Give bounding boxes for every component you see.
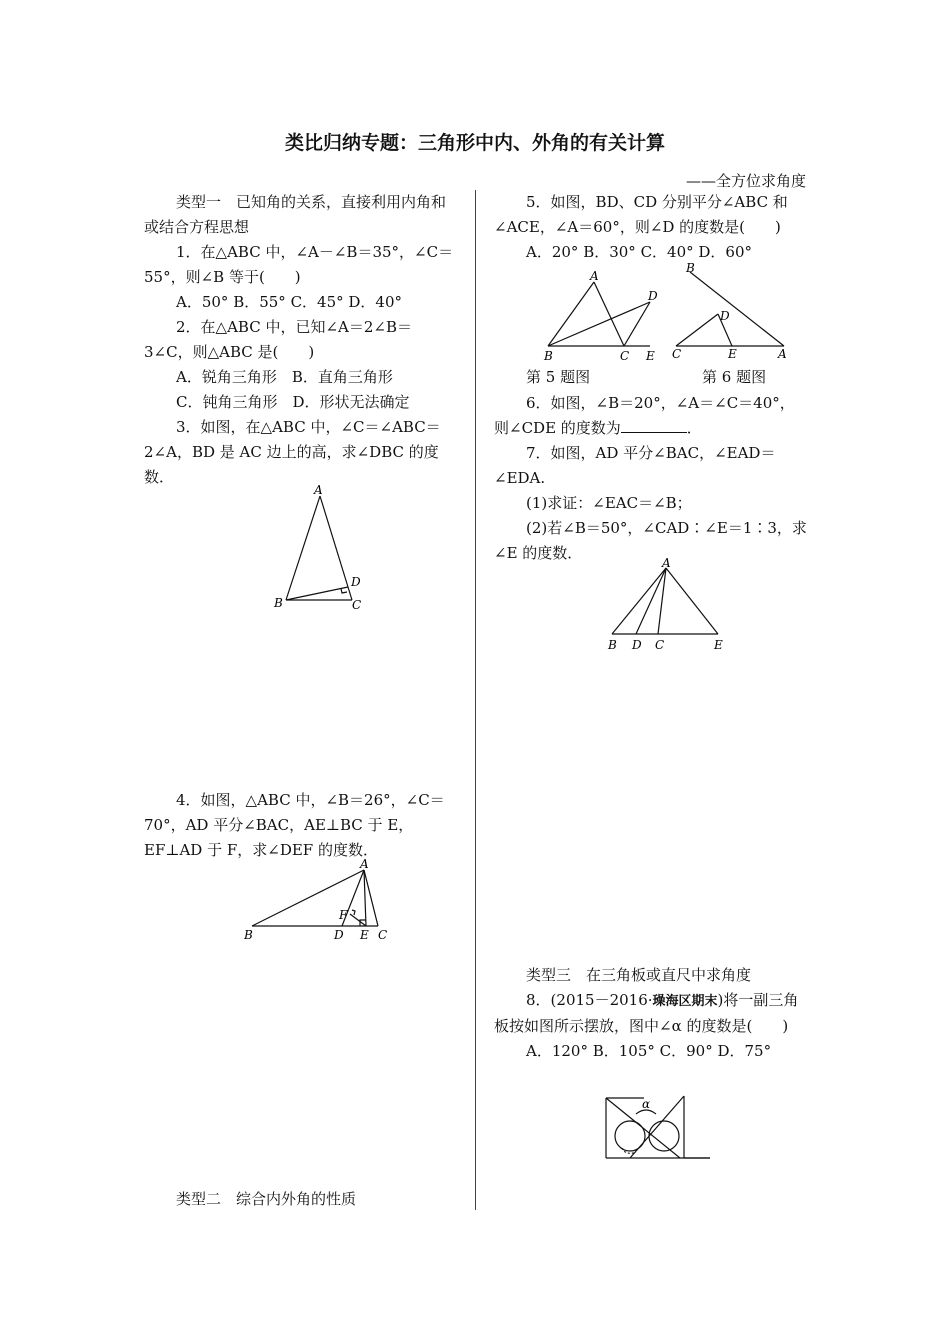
question-7-part1: (1)求证：∠EAC＝∠B； bbox=[526, 494, 692, 512]
fig7-label-e: E bbox=[714, 638, 723, 652]
question-2-options-row2: C．钝角三角形 D．形状无法确定 bbox=[176, 393, 410, 411]
fig3-right-angle-mark bbox=[341, 589, 347, 594]
fig6-label-d: D bbox=[720, 309, 730, 323]
fig3-side-ac bbox=[320, 496, 352, 600]
caption-fig6: 第 6 题图 bbox=[702, 368, 767, 386]
figure-q4 bbox=[238, 856, 398, 950]
right-column-q6-q7 bbox=[494, 391, 808, 566]
left-column-top bbox=[144, 190, 460, 490]
fig5-label-d: D bbox=[648, 289, 658, 303]
fig7-label-a: A bbox=[662, 556, 671, 570]
fig4-right-angle-mark-f bbox=[352, 910, 355, 915]
fig6-label-a: A bbox=[778, 347, 787, 361]
figure-q7 bbox=[600, 556, 736, 660]
page-subtitle: ——全方位求角度 bbox=[685, 172, 806, 190]
fig3-label-a: A bbox=[314, 483, 323, 497]
type1-heading: 类型一 已知角的关系，直接利用内角和或结合方程思想 bbox=[144, 193, 447, 236]
question-7-part2: (2)若∠B＝50°，∠CAD∶∠E＝1∶3，求∠E 的度数． bbox=[494, 519, 807, 562]
question-6-text: 6．如图，∠B＝20°，∠A＝∠C＝40°，则∠CDE 的度数为 bbox=[494, 394, 795, 437]
caption-fig5: 第 5 题图 bbox=[526, 368, 591, 386]
question-4: 4．如图，△ABC 中，∠B＝26°，∠C＝70°，AD 平分∠BAC，AE⊥BC 于 E，EF⊥AD 于 F，求∠DEF 的度数． bbox=[144, 791, 445, 859]
column-divider bbox=[475, 190, 476, 1210]
figure-q3 bbox=[262, 482, 372, 618]
question-5-options: A．20° B．30° C．40° D．60° bbox=[526, 243, 753, 261]
question-1: 1．在△ABC 中，∠A－∠B＝35°，∠C＝55°，则∠B 等于( ) bbox=[144, 243, 454, 286]
question-6 bbox=[494, 391, 808, 441]
fig5-label-b: B bbox=[544, 349, 553, 363]
fig4-label-c: C bbox=[378, 928, 388, 942]
question-7: 7．如图，AD 平分∠BAC，∠EAD＝∠EDA. bbox=[494, 444, 776, 487]
fig7-label-d: D bbox=[632, 638, 642, 652]
fig6-label-c: C bbox=[672, 347, 682, 361]
question-8-source: 璪海区期末 bbox=[652, 994, 718, 1009]
fig7-side-ae bbox=[666, 568, 718, 634]
fig4-label-f: F bbox=[339, 908, 348, 922]
question-2-options-row1: A．锐角三角形 B．直角三角形 bbox=[176, 368, 393, 386]
fig7-label-b: B bbox=[608, 638, 617, 652]
question-6-end: ． bbox=[686, 419, 702, 437]
fig4-label-a: A bbox=[360, 857, 369, 871]
fig3-label-b: B bbox=[274, 596, 283, 610]
question-1-options: A．50° B．55° C．45° D．40° bbox=[176, 293, 403, 311]
question-8 bbox=[494, 988, 808, 1039]
fig5-side-ac bbox=[594, 282, 624, 346]
fig5-label-c: C bbox=[620, 349, 630, 363]
figure-q6 bbox=[666, 258, 801, 368]
question-8-options: A．120° B．105° C．90° D．75° bbox=[526, 1042, 772, 1060]
type3-heading: 类型三 在三角板或直尺中求角度 bbox=[526, 966, 752, 984]
fig5-label-a: A bbox=[590, 269, 599, 283]
fig6-label-e: E bbox=[728, 347, 737, 361]
question-8-text-end: )将一副三角板按如图所示摆放，图中∠α 的度数是( ) bbox=[494, 991, 799, 1035]
question-3: 3．如图，在△ABC 中，∠C＝∠ABC＝2∠A，BD 是 AC 边上的高，求∠DBC 的度数． bbox=[144, 418, 441, 486]
fig6-segment-cd bbox=[676, 314, 718, 346]
fig3-side-ab bbox=[286, 496, 320, 600]
fig4-label-d: D bbox=[334, 928, 344, 942]
question-8-text-start: 8．(2015－2016· bbox=[526, 991, 653, 1009]
fig6-label-b: B bbox=[686, 261, 695, 275]
right-column-q8 bbox=[494, 963, 808, 1064]
fig6-side-ba bbox=[690, 272, 784, 346]
fig5-label-e: E bbox=[646, 349, 655, 363]
fig3-altitude-bd bbox=[286, 587, 348, 600]
fig8-circle-left bbox=[615, 1121, 645, 1151]
fig4-label-e: E bbox=[360, 928, 369, 942]
fig5-bisector-cd bbox=[624, 302, 650, 346]
figure-q5 bbox=[538, 264, 668, 370]
left-column-q4 bbox=[144, 788, 460, 863]
page-title: 类比归纳专题：三角形中内、外角的有关计算 bbox=[284, 132, 665, 154]
figure-q8 bbox=[600, 1090, 714, 1166]
question-2: 2．在△ABC 中，已知∠A＝2∠B＝3∠C，则△ABC 是( ) bbox=[144, 318, 412, 361]
fig4-label-b: B bbox=[244, 928, 253, 942]
fig3-label-c: C bbox=[352, 598, 362, 612]
fig8-label-alpha: α bbox=[642, 1097, 651, 1111]
fig3-label-d: D bbox=[351, 575, 361, 589]
fig7-label-c: C bbox=[655, 638, 665, 652]
fig7-side-ab bbox=[612, 568, 666, 634]
right-column-q5 bbox=[494, 190, 808, 265]
type2-heading: 类型二 综合内外角的性质 bbox=[176, 1190, 357, 1208]
question-5: 5．如图，BD、CD 分别平分∠ABC 和∠ACE，∠A＝60°，则∠D 的度数是( ) bbox=[494, 193, 788, 236]
question-6-answer-blank bbox=[621, 416, 687, 433]
